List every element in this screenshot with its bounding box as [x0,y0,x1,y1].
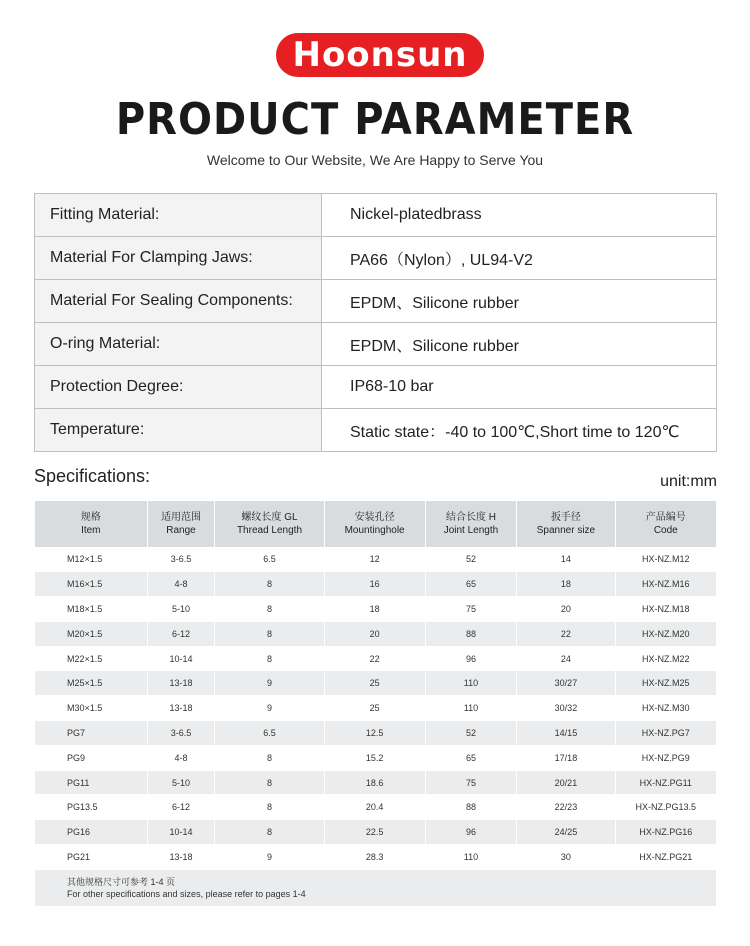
table-row [35,795,716,820]
table-cell: 13-18 [147,696,215,721]
table-cell: 65 [425,572,517,597]
column-header-cn: 产品编号 [645,512,686,523]
table-cell: 6-12 [147,795,215,820]
table-row [35,621,716,646]
column-header [615,501,716,547]
table-cell: M16×1.5 [35,572,147,597]
table-cell: 5-10 [147,597,215,622]
table-cell: 3-6.5 [147,721,215,746]
column-header [425,501,517,547]
table-note-row [35,869,716,906]
table-cell: 20.4 [324,795,425,820]
table-cell: PG21 [35,845,147,870]
table-row [35,745,716,770]
table-note-cn: 其他规格尺寸可参考 1-4 页 [67,876,176,887]
table-cell: 8 [215,820,324,845]
table-cell: PG11 [35,770,147,795]
table-cell: 9 [215,696,324,721]
table-cell: 10-14 [147,820,215,845]
column-header [147,501,215,547]
table-cell: 88 [425,795,517,820]
column-header [35,501,147,547]
table-cell: 4-8 [147,745,215,770]
table-cell: 25 [324,696,425,721]
table-row [35,845,716,870]
parameter-row [35,237,717,280]
table-cell: HX-NZ.PG7 [615,721,716,746]
parameter-value: Nickel-platedbrass [322,194,717,237]
table-cell: 52 [425,721,517,746]
table-cell: M12×1.5 [35,547,147,572]
parameter-row [35,323,717,366]
table-row [35,646,716,671]
table-cell: 14 [517,547,615,572]
page-subtitle: Welcome to Our Website, We Are Happy to Serve You [206,152,544,168]
table-cell: HX-NZ.PG13.5 [615,795,716,820]
brand-logo-text: Hoonsun [292,35,468,75]
column-header-en: Mountinghole [344,525,405,536]
parameter-value: Static state：-40 to 100℃,Short time to 120℃ [322,409,717,452]
specifications-table [35,501,716,907]
table-cell: 6.5 [215,721,324,746]
table-cell: M25×1.5 [35,671,147,696]
table-cell: 12 [324,547,425,572]
table-cell: 20 [324,621,425,646]
table-cell: 65 [425,745,517,770]
table-cell: 13-18 [147,845,215,870]
parameter-label: Material For Clamping Jaws: [35,237,322,280]
table-cell: HX-NZ.M12 [615,547,716,572]
table-cell: 5-10 [147,770,215,795]
table-cell: 25 [324,671,425,696]
column-header-cn: 安装孔径 [354,512,395,523]
table-cell: 20 [517,597,615,622]
parameter-value: EPDM、Silicone rubber [322,280,717,323]
column-header-en: Item [81,525,101,536]
table-cell: 30/27 [517,671,615,696]
table-cell: 15.2 [324,745,425,770]
table-cell: PG9 [35,745,147,770]
table-cell: 22/23 [517,795,615,820]
table-row [35,671,716,696]
table-row [35,547,716,572]
table-cell: 8 [215,572,324,597]
table-cell: M30×1.5 [35,696,147,721]
table-cell: 52 [425,547,517,572]
table-cell: HX-NZ.M16 [615,572,716,597]
table-cell: 22 [324,646,425,671]
parameter-row [35,366,717,409]
table-cell: 110 [425,845,517,870]
table-cell: M20×1.5 [35,621,147,646]
table-cell: 8 [215,795,324,820]
unit-label: unit:mm [660,473,717,490]
table-cell: 8 [215,597,324,622]
table-cell: 3-6.5 [147,547,215,572]
table-cell: 6-12 [147,621,215,646]
column-header [324,501,425,547]
table-note-en: For other specifications and sizes, please refer to pages 1-4 [67,889,306,899]
table-cell: 20/21 [517,770,615,795]
parameter-value: IP68-10 bar [322,366,717,409]
table-cell: 13-18 [147,671,215,696]
parameter-label: O-ring Material: [35,323,322,366]
table-row [35,770,716,795]
table-cell: 8 [215,621,324,646]
brand-logo [276,33,484,77]
table-cell: 30/32 [517,696,615,721]
table-cell: HX-NZ.PG9 [615,745,716,770]
table-cell: 96 [425,820,517,845]
table-cell: 8 [215,745,324,770]
table-cell: HX-NZ.M18 [615,597,716,622]
table-cell: 18 [324,597,425,622]
table-cell: 8 [215,770,324,795]
table-cell: HX-NZ.M22 [615,646,716,671]
parameter-row [35,409,717,452]
column-header-en: Code [653,525,678,536]
table-cell: 28.3 [324,845,425,870]
table-cell: 22 [517,621,615,646]
parameter-value: EPDM、Silicone rubber [322,323,717,366]
table-cell: 4-8 [147,572,215,597]
column-header-cn: 结合长度 H [445,512,496,523]
table-cell: 10-14 [147,646,215,671]
column-header-cn: 规格 [80,512,101,523]
table-cell: HX-NZ.M25 [615,671,716,696]
table-row [35,572,716,597]
table-cell: HX-NZ.PG21 [615,845,716,870]
table-cell: PG7 [35,721,147,746]
table-cell: 18.6 [324,770,425,795]
table-header-row [35,501,716,547]
table-cell: 110 [425,671,517,696]
table-cell: 17/18 [517,745,615,770]
table-cell: 24 [517,646,615,671]
table-cell: 96 [425,646,517,671]
table-cell: 8 [215,646,324,671]
table-cell: 12.5 [324,721,425,746]
table-cell: 22.5 [324,820,425,845]
column-header-cn: 螺纹长度 GL [241,512,298,523]
column-header-cn: 适用范围 [160,512,201,523]
table-cell: 30 [517,845,615,870]
table-row [35,696,716,721]
parameter-label: Temperature: [35,409,322,452]
table-row [35,597,716,622]
table-note [35,869,716,906]
parameter-value: PA66（Nylon）, UL94-V2 [322,237,717,280]
table-cell: PG13.5 [35,795,147,820]
parameter-label: Fitting Material: [35,194,322,237]
page-title: PRODUCT PARAMETER [115,95,635,145]
column-header-en: Spanner size [536,525,596,536]
column-header [215,501,324,547]
table-cell: 18 [517,572,615,597]
parameter-label: Protection Degree: [35,366,322,409]
table-row [35,820,716,845]
parameter-row [35,280,717,323]
table-cell: 24/25 [517,820,615,845]
table-cell: HX-NZ.M30 [615,696,716,721]
table-cell: HX-NZ.PG16 [615,820,716,845]
table-cell: M22×1.5 [35,646,147,671]
table-cell: 110 [425,696,517,721]
table-cell: 16 [324,572,425,597]
table-cell: 75 [425,770,517,795]
parameter-table [34,193,717,452]
column-header-en: Joint Length [443,525,499,536]
parameter-label: Material For Sealing Components: [35,280,322,323]
table-cell: 6.5 [215,547,324,572]
table-cell: 14/15 [517,721,615,746]
column-header-en: Thread Length [236,525,303,536]
table-cell: HX-NZ.PG11 [615,770,716,795]
specifications-title: Specifications: [34,466,151,486]
table-cell: M18×1.5 [35,597,147,622]
table-cell: 9 [215,845,324,870]
table-cell: HX-NZ.M20 [615,621,716,646]
column-header-cn: 扳手径 [550,512,581,523]
table-cell: 9 [215,671,324,696]
table-cell: 88 [425,621,517,646]
column-header-en: Range [166,525,196,536]
table-cell: PG16 [35,820,147,845]
column-header [517,501,615,547]
parameter-row [35,194,717,237]
table-row [35,721,716,746]
table-cell: 75 [425,597,517,622]
